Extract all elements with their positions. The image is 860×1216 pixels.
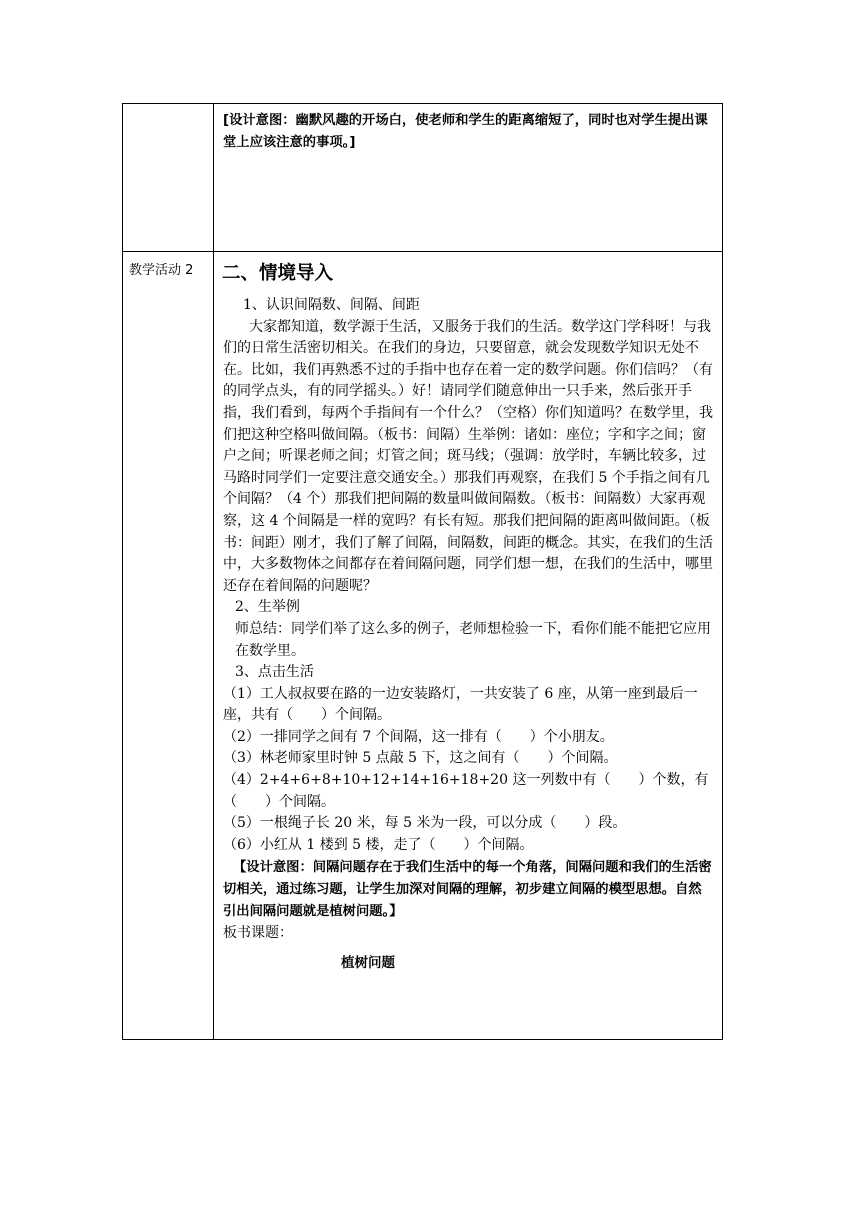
row-content-cell (214, 104, 723, 252)
row-content-cell (214, 252, 723, 1040)
row-label (123, 104, 213, 111)
question-item: （6）小红从 1 楼到 5 楼，走了（ ）个间隔。 (223, 836, 534, 853)
lesson-plan-table (122, 103, 723, 1040)
board-title: 植树问题 (341, 955, 395, 972)
paragraph: 师总结：同学们举了这么多的例子，老师想检验一下，看你们能不能把它应用在数学里。 (235, 620, 711, 659)
question-item: （4）2+4+6+8+10+12+14+16+18+20 这一列数中有（ ）个数，有（ ）个间隔。 (223, 772, 709, 810)
question-item: （3）林老师家里时钟 5 点敲 5 下，这之间有（ ）个间隔。 (223, 750, 618, 767)
table-row (123, 252, 723, 1040)
row-label: 教学活动 2 (129, 263, 194, 278)
subsection-title: 3、点击生活 (235, 664, 314, 681)
table-row (123, 104, 723, 252)
paragraph: 大家都知道，数学源于生活，又服务于我们的生活。数学这门学科呀！与我们的日常生活密切相关。在我们的身边，只要留意，就会发现数学知识无处不在。比如，我们再熟悉不过的手指中也存在着一定的数学问题。你们信吗？（有的同学点头，有的同学摇头。）好！请同学们随意伸出一只手来，然后张开手指，我们看到，每两个手指间有一个什么？（空格）你们知道吗？在数学里，我们把这种空格叫做间隔。（板书：间隔）生举例：诸如：座位；字和字之间；窗户之间；听课老师之间；灯管之间；斑马线；（强调：放学时，车辆比较多，过马路时同学们一定要注意交通安全。）那我们再观察，在我们 5 个手指之间有几个间隔？（4 个）那我们把间隔的数量叫做间隔数。（板书：间隔数）大家再观察，这 4 个间隔是一样的宽吗？有长有短。那我们把间隔的距离叫做间距。（板书：间距）刚才，我们了解了间隔，间隔数，间距的概念。其实，在我们的生活中，大多数物体之间都存在着间隔问题，同学们想一想，在我们的生活中，哪里还存在着间隔的问题呢？ (223, 318, 713, 594)
subsection-title: 1、认识间隔数、间隔、间距 (243, 297, 420, 313)
subsection-title: 2、生举例 (235, 599, 300, 616)
row-label-cell (123, 104, 214, 252)
board-label: 板书课题： (223, 925, 293, 942)
question-item: （5）一根绳子长 20 米，每 5 米为一段，可以分成（ ）段。 (223, 815, 627, 832)
row-label-cell (123, 252, 214, 1040)
design-intent-note: [设计意图：幽默风趣的开场白，使老师和学生的距离缩短了，同时也对学生提出课堂上应该注意的事项。] (223, 113, 708, 150)
question-item: （1）工人叔叔要在路的一边安装路灯，一共安装了 6 座，从第一座到最后一座，共有（ ）个间隔。 (223, 685, 698, 724)
section-heading: 二、情境导入 (222, 263, 334, 284)
question-item: （2）一排同学之间有 7 个间隔，这一排有（ ）个小朋友。 (223, 728, 614, 745)
design-intent-note: 【设计意图：间隔问题存在于我们生活中的每一个角落，间隔问题和我们的生活密切相关，通过练习题，让学生加深对间隔的理解，初步建立间隔的模型思想。自然引出间隔问题就是植树问题。】 (223, 860, 712, 920)
